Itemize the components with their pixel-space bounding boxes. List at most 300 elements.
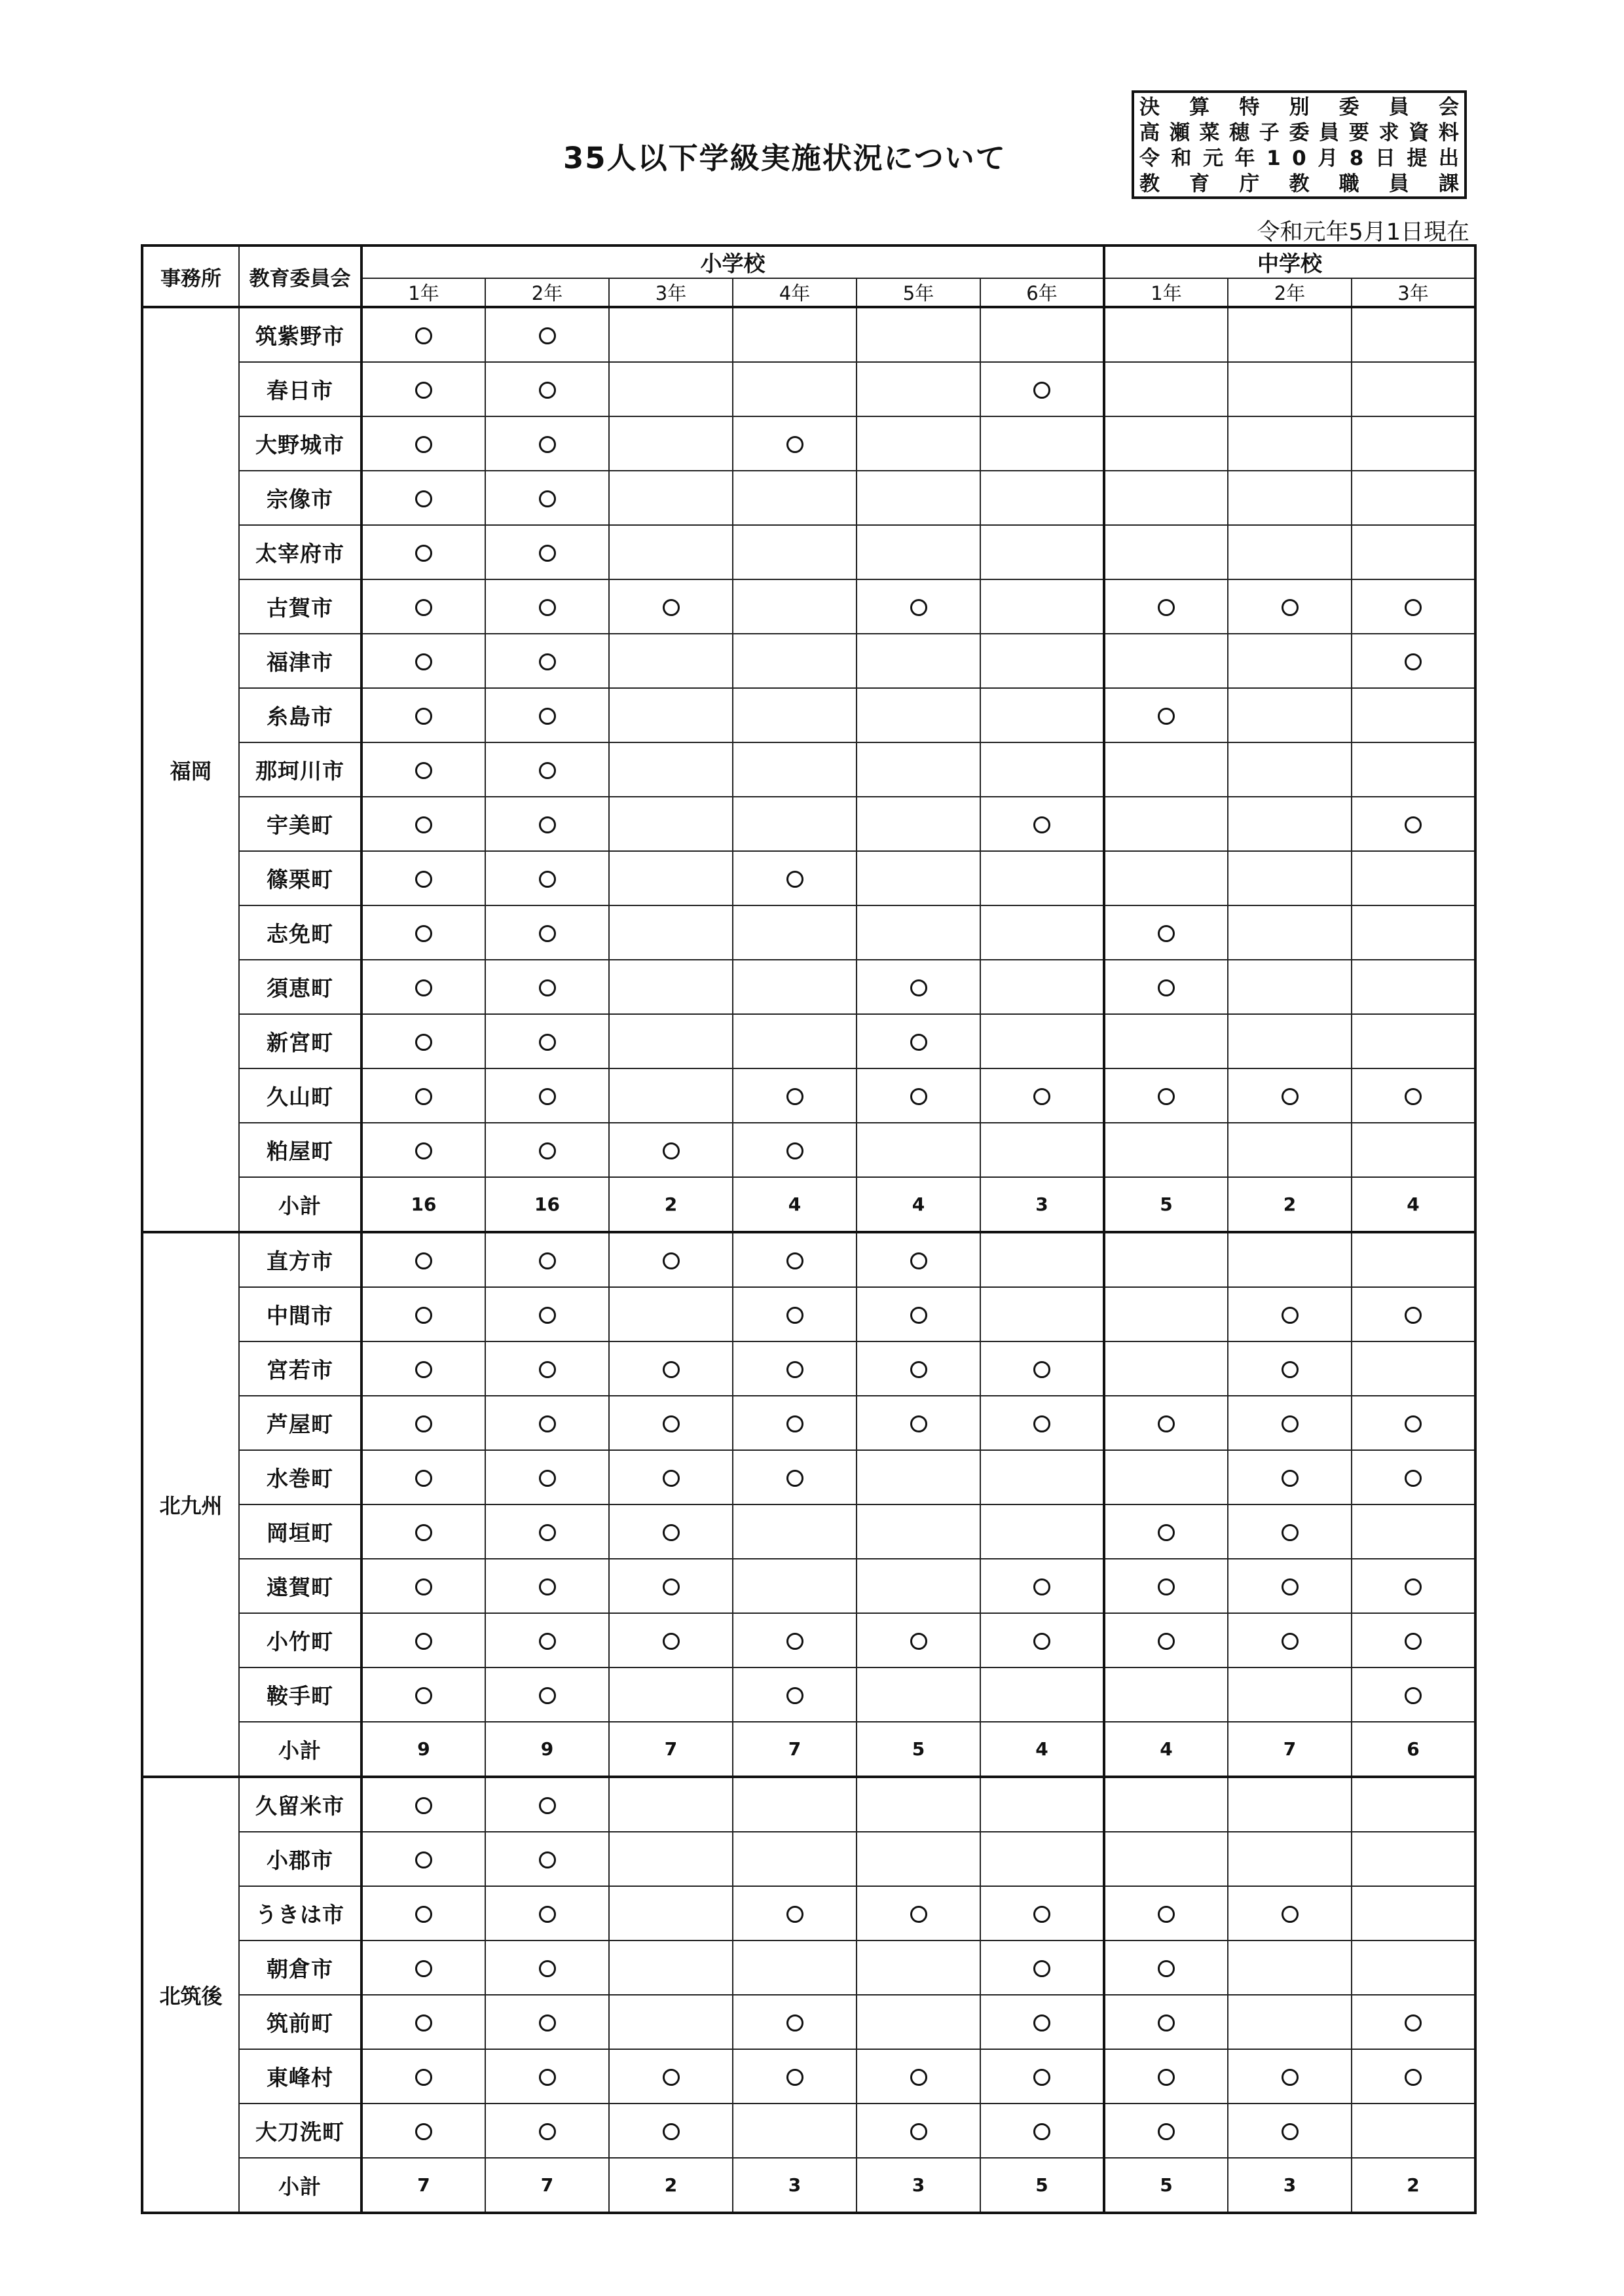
implemented-mark-cell (733, 1886, 857, 1941)
header-junior-high-year: 1年 (1104, 278, 1228, 307)
circle-mark-icon (415, 1906, 432, 1923)
board-name: 粕屋町 (239, 1123, 361, 1177)
implemented-mark-cell (361, 1068, 485, 1123)
implemented-mark-cell (1104, 1941, 1228, 1995)
subtotal-value: 5 (980, 2158, 1104, 2213)
table-row (142, 1450, 1475, 1504)
circle-mark-icon (539, 2069, 556, 2086)
circle-mark-icon (1405, 1633, 1422, 1650)
implemented-mark-cell (361, 634, 485, 688)
circle-mark-icon (539, 599, 556, 616)
empty-cell (1228, 851, 1352, 905)
subtotal-value: 4 (980, 1722, 1104, 1777)
table-row (142, 1232, 1475, 1287)
circle-mark-icon (786, 1088, 803, 1105)
circle-mark-icon (415, 1687, 432, 1704)
implemented-mark-cell (980, 797, 1104, 851)
empty-cell (733, 905, 857, 960)
empty-cell (609, 1014, 733, 1068)
table-row (142, 307, 1475, 362)
implemented-mark-cell (361, 851, 485, 905)
empty-cell (733, 688, 857, 742)
board-name: 宮若市 (239, 1341, 361, 1396)
empty-cell (609, 1068, 733, 1123)
implemented-mark-cell (361, 688, 485, 742)
table-row (142, 525, 1475, 579)
empty-cell (609, 1886, 733, 1941)
implemented-mark-cell (361, 1886, 485, 1941)
circle-mark-icon (415, 816, 432, 833)
subtotal-label: 小計 (239, 1722, 361, 1777)
implemented-mark-cell (361, 1341, 485, 1396)
empty-cell (1104, 307, 1228, 362)
empty-cell (609, 307, 733, 362)
empty-cell (733, 471, 857, 525)
empty-cell (1228, 416, 1352, 471)
table-row (142, 1068, 1475, 1123)
empty-cell (1104, 1341, 1228, 1396)
circle-mark-icon (415, 708, 432, 725)
circle-mark-icon (1033, 1578, 1050, 1595)
circle-mark-icon (663, 1415, 680, 1432)
subtotal-value: 7 (733, 1722, 857, 1777)
table-row (142, 1504, 1475, 1559)
circle-mark-icon (663, 1470, 680, 1487)
table-body (142, 307, 1475, 2213)
implemented-mark-cell (485, 688, 609, 742)
empty-cell (980, 1450, 1104, 1504)
circle-mark-icon (1405, 2069, 1422, 2086)
stamp-line-committee: 決 算 特 別 委 員 会 (1139, 96, 1459, 119)
circle-mark-icon (786, 1415, 803, 1432)
board-name: 古賀市 (239, 579, 361, 634)
implemented-mark-cell (1104, 1886, 1228, 1941)
circle-mark-icon (663, 1578, 680, 1595)
stamp-line-requester: 高 瀬 菜 穂 子 委 員 要 求 資 料 (1139, 121, 1459, 145)
empty-cell (733, 579, 857, 634)
circle-mark-icon (539, 653, 556, 670)
implemented-mark-cell (1228, 2049, 1352, 2104)
implemented-mark-cell (1104, 1504, 1228, 1559)
circle-mark-icon (910, 1088, 927, 1105)
empty-cell (1228, 688, 1352, 742)
implemented-mark-cell (1104, 2049, 1228, 2104)
circle-mark-icon (415, 436, 432, 453)
implemented-mark-cell (1352, 1559, 1475, 1613)
circle-mark-icon (1158, 979, 1175, 996)
implemented-mark-cell (485, 1777, 609, 1832)
implemented-mark-cell (1104, 1995, 1228, 2049)
empty-cell (1104, 1667, 1228, 1722)
empty-cell (857, 851, 980, 905)
implemented-mark-cell (1228, 1613, 1352, 1667)
circle-mark-icon (663, 599, 680, 616)
circle-mark-icon (1033, 1088, 1050, 1105)
empty-cell (1352, 1014, 1475, 1068)
empty-cell (1228, 905, 1352, 960)
empty-cell (609, 362, 733, 416)
table-row (142, 1396, 1475, 1450)
table-row (142, 579, 1475, 634)
implemented-mark-cell (361, 579, 485, 634)
circle-mark-icon (786, 1906, 803, 1923)
empty-cell (609, 742, 733, 797)
implemented-mark-cell (733, 1123, 857, 1177)
empty-cell (609, 1287, 733, 1341)
empty-cell (733, 634, 857, 688)
empty-cell (733, 1941, 857, 1995)
implemented-mark-cell (857, 579, 980, 634)
table-row (142, 2104, 1475, 2158)
circle-mark-icon (910, 2123, 927, 2140)
circle-mark-icon (910, 1361, 927, 1378)
empty-cell (980, 525, 1104, 579)
stamp-line-date: 令 和 元 年 1 0 月 8 日 提 出 (1139, 147, 1459, 170)
empty-cell (857, 525, 980, 579)
empty-cell (1104, 851, 1228, 905)
circle-mark-icon (539, 1524, 556, 1541)
board-name: 篠栗町 (239, 851, 361, 905)
subtotal-value: 2 (609, 1177, 733, 1232)
implemented-mark-cell (980, 1941, 1104, 1995)
implemented-mark-cell (361, 1123, 485, 1177)
circle-mark-icon (539, 545, 556, 562)
implemented-mark-cell (857, 2049, 980, 2104)
circle-mark-icon (415, 490, 432, 507)
subtotal-value: 3 (857, 2158, 980, 2213)
empty-cell (733, 525, 857, 579)
circle-mark-icon (415, 2069, 432, 2086)
subtotal-value: 16 (361, 1177, 485, 1232)
board-name: 小郡市 (239, 1832, 361, 1886)
board-name: 遠賀町 (239, 1559, 361, 1613)
circle-mark-icon (415, 1034, 432, 1051)
board-name: 小竹町 (239, 1613, 361, 1667)
circle-mark-icon (539, 871, 556, 888)
empty-cell (857, 634, 980, 688)
empty-cell (857, 905, 980, 960)
circle-mark-icon (1282, 1633, 1299, 1650)
empty-cell (1228, 471, 1352, 525)
empty-cell (857, 1832, 980, 1886)
implemented-mark-cell (733, 1232, 857, 1287)
circle-mark-icon (786, 2069, 803, 2086)
implemented-mark-cell (980, 2049, 1104, 2104)
implemented-mark-cell (980, 1995, 1104, 2049)
implemented-mark-cell (361, 1232, 485, 1287)
implemented-mark-cell (485, 525, 609, 579)
implemented-mark-cell (609, 1559, 733, 1613)
implemented-mark-cell (485, 634, 609, 688)
empty-cell (1104, 362, 1228, 416)
empty-cell (857, 742, 980, 797)
implemented-mark-cell (1228, 2104, 1352, 2158)
empty-cell (980, 1667, 1104, 1722)
circle-mark-icon (415, 1252, 432, 1269)
empty-cell (980, 471, 1104, 525)
empty-cell (609, 797, 733, 851)
circle-mark-icon (1158, 2123, 1175, 2140)
circle-mark-icon (1405, 1578, 1422, 1595)
empty-cell (733, 1559, 857, 1613)
circle-mark-icon (415, 327, 432, 344)
circle-mark-icon (1282, 1578, 1299, 1595)
implemented-mark-cell (1104, 1396, 1228, 1450)
implemented-mark-cell (733, 416, 857, 471)
circle-mark-icon (539, 1034, 556, 1051)
empty-cell (1228, 1123, 1352, 1177)
empty-cell (1104, 1232, 1228, 1287)
implemented-mark-cell (485, 1559, 609, 1613)
implemented-mark-cell (1104, 579, 1228, 634)
circle-mark-icon (539, 382, 556, 399)
circle-mark-icon (663, 1633, 680, 1650)
implemented-mark-cell (485, 362, 609, 416)
implemented-mark-cell (1352, 634, 1475, 688)
empty-cell (609, 960, 733, 1014)
subtotal-row (142, 1177, 1475, 1232)
board-name: 朝倉市 (239, 1941, 361, 1995)
circle-mark-icon (1158, 925, 1175, 942)
subtotal-row (142, 1722, 1475, 1777)
subtotal-value: 4 (1104, 1722, 1228, 1777)
implemented-mark-cell (857, 1068, 980, 1123)
circle-mark-icon (1282, 2123, 1299, 2140)
subtotal-row (142, 2158, 1475, 2213)
circle-mark-icon (786, 1307, 803, 1324)
implemented-mark-cell (361, 1832, 485, 1886)
implemented-mark-cell (361, 1450, 485, 1504)
empty-cell (1352, 416, 1475, 471)
empty-cell (609, 634, 733, 688)
empty-cell (980, 1287, 1104, 1341)
table-row (142, 688, 1475, 742)
board-name: 久留米市 (239, 1777, 361, 1832)
subtotal-value: 7 (609, 1722, 733, 1777)
circle-mark-icon (1033, 2014, 1050, 2032)
empty-cell (1352, 1504, 1475, 1559)
empty-cell (980, 1832, 1104, 1886)
table-row (142, 1832, 1475, 1886)
empty-cell (980, 307, 1104, 362)
circle-mark-icon (415, 1851, 432, 1868)
empty-cell (733, 960, 857, 1014)
empty-cell (980, 416, 1104, 471)
circle-mark-icon (1033, 1361, 1050, 1378)
empty-cell (609, 1777, 733, 1832)
implemented-mark-cell (733, 1613, 857, 1667)
implemented-mark-cell (361, 1667, 485, 1722)
implemented-mark-cell (609, 579, 733, 634)
empty-cell (1104, 634, 1228, 688)
office-name: 北九州 (142, 1232, 239, 1777)
empty-cell (609, 471, 733, 525)
office-name: 北筑後 (142, 1777, 239, 2213)
circle-mark-icon (539, 1687, 556, 1704)
empty-cell (1228, 1995, 1352, 2049)
empty-cell (1228, 525, 1352, 579)
header-elementary: 小学校 (361, 246, 1104, 278)
circle-mark-icon (786, 1142, 803, 1159)
empty-cell (1352, 905, 1475, 960)
subtotal-value: 2 (1228, 1177, 1352, 1232)
empty-cell (1352, 851, 1475, 905)
board-name: 糸島市 (239, 688, 361, 742)
circle-mark-icon (1033, 2123, 1050, 2140)
implemented-mark-cell (361, 905, 485, 960)
circle-mark-icon (1158, 2069, 1175, 2086)
implemented-mark-cell (857, 1886, 980, 1941)
empty-cell (1228, 960, 1352, 1014)
table-row (142, 1014, 1475, 1068)
empty-cell (733, 1504, 857, 1559)
board-name: 太宰府市 (239, 525, 361, 579)
empty-cell (1104, 1014, 1228, 1068)
empty-cell (1104, 416, 1228, 471)
implemented-mark-cell (857, 1014, 980, 1068)
board-name: 直方市 (239, 1232, 361, 1287)
table-row (142, 416, 1475, 471)
subtotal-value: 3 (1228, 2158, 1352, 2213)
subtotal-value: 5 (1104, 2158, 1228, 2213)
empty-cell (1352, 525, 1475, 579)
empty-cell (1228, 1941, 1352, 1995)
subtotal-value: 2 (1352, 2158, 1475, 2213)
table-row (142, 742, 1475, 797)
implemented-mark-cell (609, 1396, 733, 1450)
empty-cell (1352, 471, 1475, 525)
implemented-mark-cell (361, 1777, 485, 1832)
circle-mark-icon (415, 925, 432, 942)
circle-mark-icon (1282, 1415, 1299, 1432)
circle-mark-icon (539, 1142, 556, 1159)
subtotal-value: 4 (733, 1177, 857, 1232)
board-name: 那珂川市 (239, 742, 361, 797)
circle-mark-icon (415, 2014, 432, 2032)
subtotal-value: 3 (733, 2158, 857, 2213)
circle-mark-icon (1405, 1307, 1422, 1324)
header-elementary-year: 2年 (485, 278, 609, 307)
table-row (142, 1995, 1475, 2049)
circle-mark-icon (1282, 1524, 1299, 1541)
empty-cell (733, 307, 857, 362)
implemented-mark-cell (733, 1450, 857, 1504)
header-office: 事務所 (142, 246, 239, 307)
implemented-mark-cell (361, 471, 485, 525)
table-row (142, 1777, 1475, 1832)
implemented-mark-cell (361, 1287, 485, 1341)
stamp-line-department: 教 育 庁 教 職 員 課 (1139, 172, 1459, 196)
circle-mark-icon (415, 1470, 432, 1487)
circle-mark-icon (1158, 1578, 1175, 1595)
implemented-mark-cell (1228, 1450, 1352, 1504)
header-elementary-year: 4年 (733, 278, 857, 307)
implemented-mark-cell (609, 1232, 733, 1287)
implemented-mark-cell (733, 1068, 857, 1123)
subtotal-value: 7 (485, 2158, 609, 2213)
office-name: 福岡 (142, 307, 239, 1232)
subtotal-value: 5 (1104, 1177, 1228, 1232)
empty-cell (980, 634, 1104, 688)
implemented-mark-cell (733, 2049, 857, 2104)
circle-mark-icon (1158, 1960, 1175, 1977)
table-row (142, 471, 1475, 525)
empty-cell (1104, 1287, 1228, 1341)
empty-cell (1228, 362, 1352, 416)
empty-cell (857, 1559, 980, 1613)
subtotal-value: 3 (980, 1177, 1104, 1232)
implemented-mark-cell (485, 1613, 609, 1667)
circle-mark-icon (539, 816, 556, 833)
circle-mark-icon (910, 1415, 927, 1432)
circle-mark-icon (415, 1633, 432, 1650)
empty-cell (1352, 742, 1475, 797)
empty-cell (1352, 307, 1475, 362)
implemented-mark-cell (733, 1396, 857, 1450)
header-elementary-year: 3年 (609, 278, 733, 307)
implemented-mark-cell (857, 1341, 980, 1396)
table-row (142, 1613, 1475, 1667)
circle-mark-icon (1282, 1361, 1299, 1378)
table-row (142, 960, 1475, 1014)
empty-cell (1228, 1232, 1352, 1287)
implemented-mark-cell (485, 1995, 609, 2049)
board-name: 宗像市 (239, 471, 361, 525)
empty-cell (1352, 1941, 1475, 1995)
board-name: 鞍手町 (239, 1667, 361, 1722)
table-row (142, 1667, 1475, 1722)
implemented-mark-cell (609, 1613, 733, 1667)
subtotal-value: 7 (1228, 1722, 1352, 1777)
header-junior-high-year: 3年 (1352, 278, 1475, 307)
implemented-mark-cell (485, 742, 609, 797)
implemented-mark-cell (485, 960, 609, 1014)
empty-cell (857, 1941, 980, 1995)
board-name: 大野城市 (239, 416, 361, 471)
implemented-mark-cell (609, 2104, 733, 2158)
implemented-mark-cell (485, 851, 609, 905)
circle-mark-icon (1158, 599, 1175, 616)
board-name: 久山町 (239, 1068, 361, 1123)
circle-mark-icon (1033, 2069, 1050, 2086)
empty-cell (857, 307, 980, 362)
circle-mark-icon (663, 2123, 680, 2140)
empty-cell (1228, 1014, 1352, 1068)
subtotal-value: 16 (485, 1177, 609, 1232)
implemented-mark-cell (1228, 579, 1352, 634)
circle-mark-icon (415, 1142, 432, 1159)
circle-mark-icon (1158, 1906, 1175, 1923)
empty-cell (1228, 1832, 1352, 1886)
implemented-mark-cell (485, 1341, 609, 1396)
circle-mark-icon (1158, 1415, 1175, 1432)
implemented-mark-cell (1228, 1287, 1352, 1341)
empty-cell (1352, 1123, 1475, 1177)
empty-cell (980, 851, 1104, 905)
circle-mark-icon (539, 1252, 556, 1269)
empty-cell (1104, 742, 1228, 797)
implemented-mark-cell (485, 1941, 609, 1995)
empty-cell (1352, 960, 1475, 1014)
implemented-mark-cell (1228, 1504, 1352, 1559)
empty-cell (1352, 1341, 1475, 1396)
implemented-mark-cell (485, 905, 609, 960)
implemented-mark-cell (1352, 579, 1475, 634)
implemented-mark-cell (609, 1504, 733, 1559)
implemented-mark-cell (980, 1341, 1104, 1396)
empty-cell (609, 1667, 733, 1722)
circle-mark-icon (786, 1470, 803, 1487)
